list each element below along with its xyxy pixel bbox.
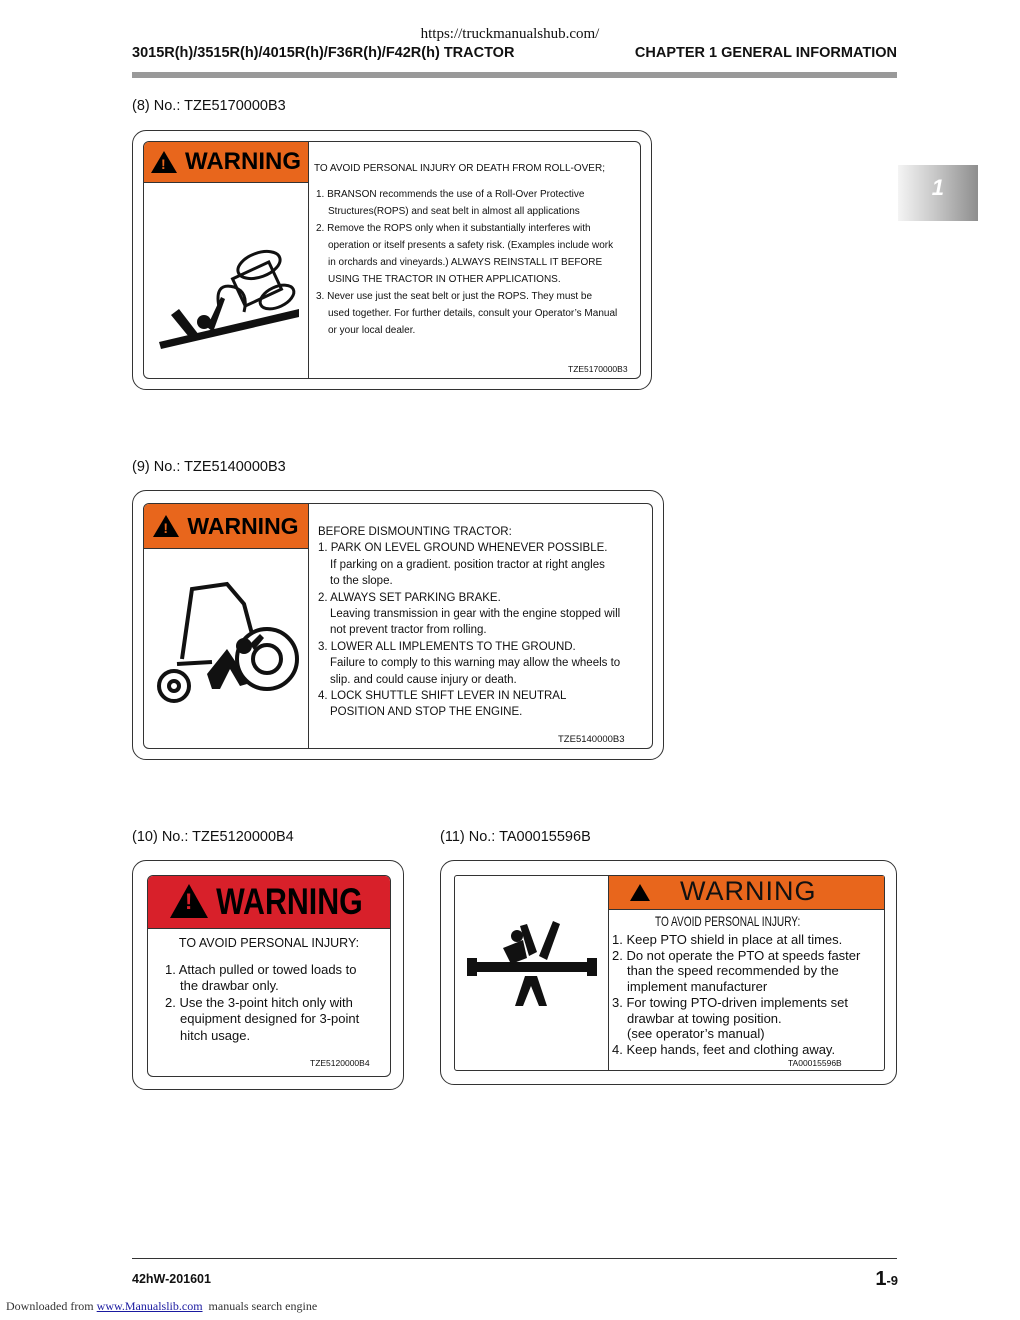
instruction-line: drawbar at towing position. bbox=[627, 1010, 782, 1026]
instruction-line: or your local dealer. bbox=[328, 325, 416, 336]
download-suffix: manuals search engine bbox=[208, 1299, 318, 1313]
manualslib-link[interactable]: www.Manualslib.com bbox=[96, 1299, 203, 1313]
instruction-line: USING THE TRACTOR IN OTHER APPLICATIONS. bbox=[328, 274, 561, 285]
divider bbox=[144, 182, 309, 183]
instruction-line: slip. and could cause injury or death. bbox=[330, 673, 517, 686]
instruction-line: 1. Keep PTO shield in place at all times. bbox=[612, 932, 843, 947]
instruction-line: (see operator’s manual) bbox=[627, 1026, 765, 1042]
divider bbox=[608, 876, 609, 1070]
warning-triangle-icon bbox=[151, 151, 177, 173]
instruction-line: than the speed recommended by the bbox=[627, 963, 839, 979]
label-9-text bbox=[318, 524, 648, 721]
instruction-line: to the slope. bbox=[330, 575, 393, 588]
label-10-code: TZE5120000B4 bbox=[310, 1058, 370, 1068]
instruction-line: 3. For towing PTO-driven implements set bbox=[612, 994, 849, 1010]
label-8-decal bbox=[132, 130, 652, 390]
label-9-caption: (9) No.: TZE5140000B3 bbox=[132, 459, 286, 475]
page-number bbox=[875, 1268, 898, 1291]
instruction-line: 1. PARK ON LEVEL GROUND WHENEVER POSSIBLE. bbox=[318, 542, 608, 555]
label-10-decal bbox=[132, 860, 404, 1090]
instruction-line: 2. Remove the ROPS only when it substantially interferes with bbox=[316, 223, 591, 234]
divider bbox=[144, 548, 309, 549]
runover-pictogram-icon bbox=[152, 574, 302, 714]
instruction-line: 3. Never use just the seat belt or just the ROPS. They must be bbox=[316, 291, 593, 302]
label-10-instructions bbox=[165, 962, 385, 1044]
instruction-line: If parking on a gradient. position tractor at right angles bbox=[330, 558, 605, 571]
chapter-tab bbox=[898, 165, 978, 221]
label-8-inner bbox=[143, 141, 641, 379]
label-8-instructions bbox=[316, 186, 638, 339]
divider bbox=[148, 928, 390, 929]
label-9-decal bbox=[132, 490, 664, 760]
label-11-code: TA00015596B bbox=[788, 1058, 842, 1068]
label-10-intro: TO AVOID PERSONAL INJURY: bbox=[178, 936, 360, 950]
footer-rule bbox=[132, 1258, 897, 1259]
label-11-decal bbox=[440, 860, 897, 1085]
instruction-line: 4. Keep hands, feet and clothing away. bbox=[612, 1041, 836, 1057]
label-9-inner bbox=[143, 503, 653, 749]
header-rule bbox=[132, 72, 897, 78]
instruction-line: the drawbar only. bbox=[180, 978, 279, 994]
instruction-line: used together. For further details, consult your Operator’s Manual bbox=[328, 308, 618, 319]
divider bbox=[308, 142, 309, 378]
label-8-code: TZE5170000B3 bbox=[568, 364, 628, 374]
page-number-main: 1 bbox=[875, 1268, 887, 1290]
source-url: https://truckmanualshub.com/ bbox=[420, 26, 600, 42]
label-8-warning-bar bbox=[144, 142, 308, 182]
pto-entanglement-pictogram-icon bbox=[465, 916, 600, 1006]
instruction-line: 4. LOCK SHUTTLE SHIFT LEVER IN NEUTRAL bbox=[318, 690, 567, 703]
instruction-line: operation or itself presents a safety risk. (Examples include work bbox=[328, 240, 614, 251]
instruction-line: implement manufacturer bbox=[627, 979, 768, 995]
instruction-line: 1. BRANSON recommends the use of a Roll-Over Protective bbox=[316, 189, 585, 200]
label-10-caption: (10) No.: TZE5120000B4 bbox=[132, 829, 294, 845]
label-11-warning-text: WARNING bbox=[680, 876, 817, 906]
instruction-line: Structures(ROPS) and seat belt in almost all applications bbox=[328, 206, 580, 217]
instruction-line: 2. Use the 3-point hitch only with bbox=[165, 994, 353, 1010]
download-prefix: Downloaded from bbox=[6, 1299, 94, 1313]
instruction-line: 2. ALWAYS SET PARKING BRAKE. bbox=[318, 591, 501, 604]
divider bbox=[308, 504, 309, 748]
exclamation-mark: ! bbox=[185, 889, 193, 914]
label-8-intro: TO AVOID PERSONAL INJURY OR DEATH FROM ROLL-OVER; bbox=[314, 163, 605, 174]
label-9-warning-bar bbox=[144, 504, 308, 548]
label-9-intro: BEFORE DISMOUNTING TRACTOR: bbox=[318, 526, 512, 538]
label-11-inner bbox=[454, 875, 885, 1071]
chapter-tab-number: 1 bbox=[931, 175, 944, 200]
divider bbox=[608, 909, 884, 910]
download-notice bbox=[6, 1299, 317, 1314]
instruction-line: not prevent tractor from rolling. bbox=[330, 624, 487, 637]
instruction-line: POSITION AND STOP THE ENGINE. bbox=[330, 706, 523, 719]
label-8-warning-text: WARNING bbox=[185, 148, 301, 175]
label-11-instructions bbox=[612, 932, 882, 1058]
instruction-line: equipment designed for 3-point bbox=[180, 1011, 360, 1027]
rollover-pictogram-icon bbox=[159, 237, 299, 352]
label-9-warning-text: WARNING bbox=[187, 512, 299, 539]
instruction-line: 2. Do not operate the PTO at speeds faster bbox=[612, 947, 861, 963]
document-title: 3015R(h)/3515R(h)/4015R(h)/F36R(h)/F42R(h) TRACTOR bbox=[132, 45, 515, 61]
page-number-sub: -9 bbox=[886, 1273, 898, 1288]
warning-triangle-icon bbox=[630, 884, 650, 901]
chapter-title: CHAPTER 1 GENERAL INFORMATION bbox=[634, 45, 897, 61]
instruction-line: 3. LOWER ALL IMPLEMENTS TO THE GROUND. bbox=[318, 640, 576, 653]
label-10-inner bbox=[147, 875, 391, 1077]
label-8-caption: (8) No.: TZE5170000B3 bbox=[132, 98, 286, 114]
document-code: 42hW-201601 bbox=[132, 1272, 211, 1286]
label-10-warning-bar bbox=[148, 876, 390, 928]
label-11-caption: (11) No.: TA00015596B bbox=[440, 829, 591, 845]
instruction-line: in orchards and vineyards.) ALWAYS REINSTALL IT BEFORE bbox=[328, 257, 603, 268]
instruction-line: Failure to comply to this warning may allow the wheels to bbox=[330, 657, 621, 670]
instruction-line: Leaving transmission in gear with the engine stopped will bbox=[330, 608, 621, 621]
warning-triangle-icon bbox=[153, 515, 179, 537]
label-9-code: TZE5140000B3 bbox=[558, 734, 625, 745]
label-11-warning-bar bbox=[608, 876, 884, 909]
instruction-line: hitch usage. bbox=[180, 1027, 251, 1043]
label-10-warning-text: WARNING bbox=[215, 881, 363, 922]
label-11-intro: TO AVOID PERSONAL INJURY: bbox=[655, 913, 801, 929]
instruction-line: 1. Attach pulled or towed loads to bbox=[165, 962, 357, 977]
